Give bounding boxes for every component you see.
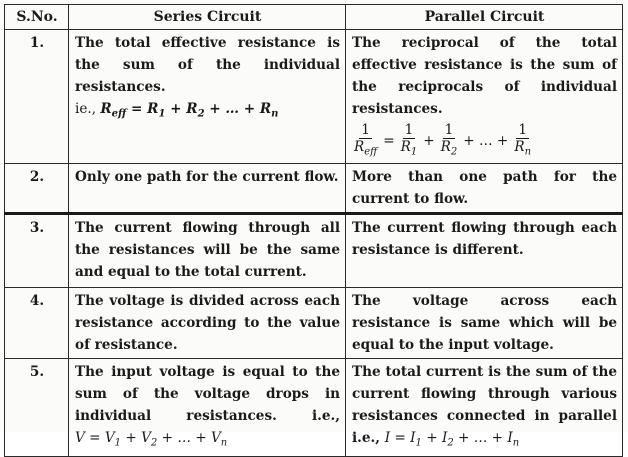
row-number: 3. bbox=[5, 213, 69, 287]
table-row bbox=[5, 30, 623, 164]
header-sno: S.No. bbox=[5, 5, 69, 30]
header-series: Series Circuit bbox=[69, 5, 346, 30]
row-number: 1. bbox=[5, 30, 69, 164]
comparison-table bbox=[4, 4, 623, 457]
table-row bbox=[5, 358, 623, 457]
parallel-cell bbox=[346, 358, 623, 457]
table-row bbox=[5, 163, 623, 213]
row-number: 2. bbox=[5, 163, 69, 213]
series-text: The total effective resistance is the sum of the individual resistances. bbox=[75, 35, 340, 95]
series-cell bbox=[69, 30, 346, 164]
series-text-emphasis: equal to the total current. bbox=[107, 263, 307, 280]
series-text: The input voltage is equal to the sum of the voltage drops in individual resistances. i.e., bbox=[75, 363, 340, 424]
series-eq-prefix: ie., bbox=[75, 101, 101, 117]
header-parallel: Parallel Circuit bbox=[346, 5, 623, 30]
parallel-equation: $\frac{1}{R_{eff}}$ = $\frac{1}{R_1}$ + $\frac{1}{R_2}$ + … + $\frac{1}{R_n}$ bbox=[354, 122, 532, 158]
parallel-cell bbox=[346, 30, 623, 164]
row-number: 5. bbox=[5, 358, 69, 457]
parallel-equation: $I = I_1 + I_2$ + … + $I_n$ bbox=[384, 429, 520, 449]
series-equation: $V = V_1 + V_2$ + … + $V_n$ bbox=[75, 429, 228, 449]
parallel-text: The current flowing through each resistance is different. bbox=[346, 213, 623, 287]
series-text: The voltage is divided across each resistance according to the value of resistance. bbox=[69, 287, 346, 358]
parallel-text: More than one path for the current to flow. bbox=[346, 163, 623, 213]
row-number: 4. bbox=[5, 287, 69, 358]
series-cell bbox=[69, 358, 346, 457]
parallel-text: The total current is the sum of the current flowing through various resistances connected in parallel i.e., bbox=[352, 363, 617, 446]
series-text: The current flowing through all the resistances will be the same and bbox=[75, 219, 340, 280]
parallel-text: The reciprocal of the total effective resistance is the sum of the reciprocals of individual resistances. bbox=[352, 35, 617, 117]
parallel-text: The voltage across each resistance is same which will be equal to the input voltage. bbox=[346, 287, 623, 358]
header-row bbox=[5, 5, 623, 30]
series-equation: $R_{eff} = R_1 + R_2$ + … + $R_n$ bbox=[100, 101, 279, 120]
series-text: Only one path for the current flow. bbox=[69, 163, 346, 213]
series-cell bbox=[69, 213, 346, 287]
table-row bbox=[5, 213, 623, 287]
table-row bbox=[5, 287, 623, 358]
